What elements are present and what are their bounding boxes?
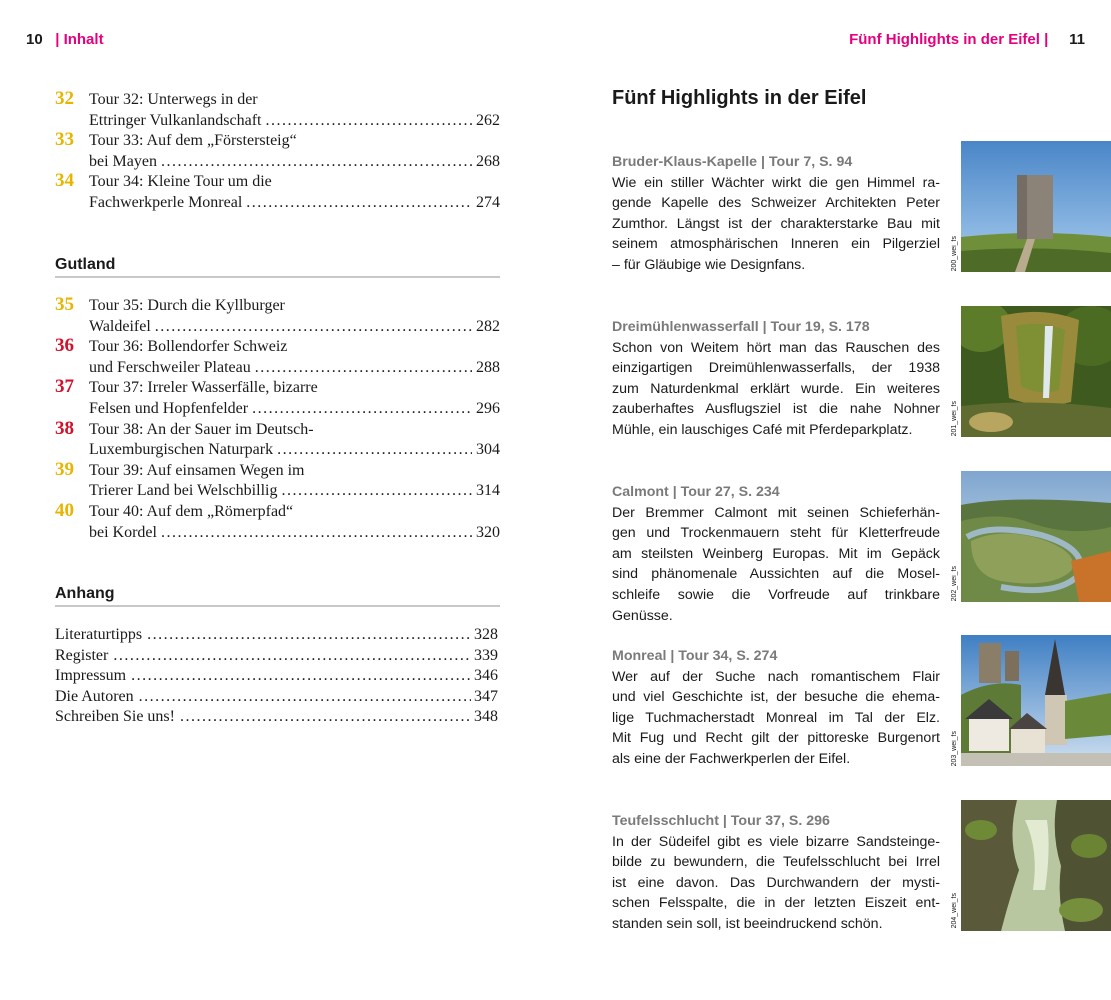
appendix-entry[interactable] xyxy=(55,625,498,646)
appendix-page-number: 346 xyxy=(474,667,498,685)
appendix-entry[interactable] xyxy=(55,707,498,728)
highlights-title: Fünf Highlights in der Eifel xyxy=(612,87,867,109)
highlight-heading: Teufelsschlucht | Tour 37, S. 296 xyxy=(612,813,830,829)
highlight-text-line: ist eine davon. Das Durchwandern der mysti- xyxy=(612,874,940,891)
highlight-dreimuehlenwasserfall xyxy=(612,317,940,441)
photo-dreimuehlenwasserfall xyxy=(961,306,1111,437)
tour-number: 40 xyxy=(55,499,74,521)
toc-entry-line1: Tour 36: Bollendorfer Schweiz xyxy=(89,338,288,356)
leader-dots xyxy=(277,440,472,461)
toc-entry-line2: Ettringer Vulkanlandschaft xyxy=(89,111,262,129)
highlight-text-line: Zumthor. Längst ist der charakterstarke Bau mit xyxy=(612,215,940,232)
tour-number: 35 xyxy=(55,294,74,315)
tour-number: 33 xyxy=(55,129,74,151)
appendix-label: Schreiben Sie uns! xyxy=(55,708,175,726)
highlight-bruder-klaus xyxy=(612,152,940,276)
leader-dots xyxy=(161,152,472,173)
highlight-text-line: sind phänomenale Aussichten auf die Mosel- xyxy=(612,566,940,583)
appendix-entry[interactable] xyxy=(55,687,498,708)
toc-entry-line2: und Ferschweiler Plateau xyxy=(89,358,251,376)
toc-entry-line1: Tour 40: Auf dem „Römerpfad“ xyxy=(89,502,294,520)
leader-dots xyxy=(255,358,472,379)
toc-page-number: 268 xyxy=(476,152,500,170)
left-section-label: | Inhalt xyxy=(55,31,104,48)
toc-top-list xyxy=(55,90,500,214)
highlight-text-line: Wer auf der Suche nach romantischem Flair xyxy=(612,668,940,685)
highlight-text-line: gende Kapelle des Schweizer Architekten Peter xyxy=(612,195,940,212)
toc-entry[interactable] xyxy=(55,458,500,502)
toc-entry[interactable] xyxy=(55,417,500,461)
toc-entry-line2: bei Kordel xyxy=(89,523,157,541)
highlight-text-line: einzigartigen Dreimühlenwasserfalls, der 1938 xyxy=(612,360,940,377)
highlight-text-line: seinem atmosphärischen Inneren ein Pilgerziel xyxy=(612,236,940,253)
leader-dots xyxy=(113,646,471,667)
highlight-text-line: standen sein soll, ist beeindruckend schön. xyxy=(612,915,883,932)
highlight-monreal xyxy=(612,646,940,770)
photo-teufelsschlucht xyxy=(961,800,1111,931)
toc-entry[interactable] xyxy=(55,378,500,419)
highlight-text-line: lige Tuchmacherstadt Monreal im Tal der Elz. xyxy=(612,709,940,726)
toc-entry[interactable] xyxy=(55,90,500,131)
toc-entry[interactable] xyxy=(55,296,500,337)
highlight-text-line: schen Felsspalte, die in der letzten Eiszeit ent- xyxy=(612,895,940,912)
toc-entry-line2: Fachwerkperle Monreal xyxy=(89,193,243,211)
toc-page-number: 320 xyxy=(476,523,500,541)
toc-entry-line1: Tour 33: Auf dem „Förstersteig“ xyxy=(89,132,297,150)
highlight-text-line: als eine der Fachwerkperlen der Eifel. xyxy=(612,750,851,767)
toc-entry-line2: Luxemburgischen Naturpark xyxy=(89,441,274,459)
highlight-heading: Monreal | Tour 34, S. 274 xyxy=(612,648,778,664)
highlight-text-line: Schon von Weitem hört man das Rauschen des xyxy=(612,339,940,356)
leader-dots xyxy=(155,317,472,338)
toc-entry-line1: Tour 39: Auf einsamen Wegen im xyxy=(89,461,305,479)
highlight-heading: Bruder-Klaus-Kapelle | Tour 7, S. 94 xyxy=(612,154,853,170)
tour-number: 34 xyxy=(55,170,74,192)
toc-entry-line1: Tour 37: Irreler Wasserfälle, bizarre xyxy=(89,379,318,397)
leader-dots xyxy=(147,625,471,646)
toc-entry[interactable] xyxy=(55,172,500,213)
photo-credit: 202_wei_fs xyxy=(951,566,958,602)
appendix-label: Literaturtipps xyxy=(55,626,143,643)
toc-entry-line1: Tour 35: Durch die Kyllburger xyxy=(89,297,285,314)
photo-credit: 203_wei_fs xyxy=(951,731,958,767)
photo-calmont xyxy=(961,471,1111,602)
toc-page-number: 262 xyxy=(476,111,500,129)
appendix-page-number: 328 xyxy=(474,626,498,643)
running-head-right xyxy=(849,31,1085,48)
toc-page-number: 288 xyxy=(476,358,500,376)
photo-credit: 204_wei_fs xyxy=(951,893,958,929)
appendix-page-number: 348 xyxy=(474,708,498,726)
highlight-heading: Dreimühlenwasserfall | Tour 19, S. 178 xyxy=(612,319,870,335)
highlight-calmont xyxy=(612,482,940,626)
highlight-text-line: am steilsten Weinberg Europas. Mit im Gepäck xyxy=(612,545,940,562)
leader-dots xyxy=(265,111,472,132)
toc-gutland-list xyxy=(55,296,500,543)
highlight-text-line: zauberhaftes Ausflugsziel ist die nahe Nohner xyxy=(612,401,940,418)
section-title-anhang: Anhang xyxy=(55,585,500,607)
highlight-text-line: Genüsse. xyxy=(612,607,673,624)
appendix-page-number: 339 xyxy=(474,646,498,664)
right-page-number: 11 xyxy=(1069,31,1085,48)
toc-entry-line2: bei Mayen xyxy=(89,152,157,170)
right-section-label: Fünf Highlights in der Eifel | xyxy=(849,31,1049,48)
toc-anhang-list xyxy=(55,625,498,728)
toc-entry-line1: Tour 38: An der Sauer im Deutsch- xyxy=(89,420,314,438)
toc-page-number: 304 xyxy=(476,441,500,459)
leader-dots xyxy=(281,481,472,502)
photo-monreal xyxy=(961,635,1111,766)
tour-number: 37 xyxy=(55,376,74,398)
appendix-label: Register xyxy=(55,646,109,664)
toc-entry-line2: Felsen und Hopfenfelder xyxy=(89,399,249,417)
toc-entry-line1: Tour 34: Kleine Tour um die xyxy=(89,173,272,191)
highlight-teufelsschlucht xyxy=(612,811,940,935)
photo-credit: 200_wei_fs xyxy=(951,236,958,272)
leader-dots xyxy=(139,687,471,708)
appendix-label: Impressum xyxy=(55,667,127,685)
running-head-left xyxy=(26,31,104,48)
tour-number: 32 xyxy=(55,88,74,109)
leader-dots xyxy=(252,399,472,420)
highlight-text-line: schleife sowie die Vorfreude auf trinkbare xyxy=(612,586,940,603)
photo-bruder-klaus-kapelle xyxy=(961,141,1111,272)
highlight-text-line: – für Gläubige wie Designfans. xyxy=(612,256,806,273)
highlight-heading: Calmont | Tour 27, S. 234 xyxy=(612,484,780,500)
tour-number: 36 xyxy=(55,335,74,357)
toc-page-number: 274 xyxy=(476,193,500,211)
appendix-label: Die Autoren xyxy=(55,687,134,705)
highlight-text-line: Der Bremmer Calmont mit seinen Schieferhän- xyxy=(612,504,940,521)
appendix-page-number: 347 xyxy=(474,687,498,705)
toc-page-number: 282 xyxy=(476,317,500,335)
leader-dots xyxy=(180,707,471,728)
appendix-entry[interactable] xyxy=(55,646,498,667)
highlight-text-line: gen und Trockenmauern steht für Kletterfreude xyxy=(612,525,940,542)
tour-number: 38 xyxy=(55,417,74,439)
highlight-text-line: Mühle, ein lauschiges Café mit Pferdeparkplatz. xyxy=(612,421,913,438)
highlight-text-line: und viel Geschichte ist, der besuche die ehema- xyxy=(612,689,940,706)
leader-dots xyxy=(161,523,472,544)
toc-entry-line2: Waldeifel xyxy=(89,317,151,335)
highlight-text-line: zum Naturdenkmal erklärt wurde. Ein weiteres xyxy=(612,380,940,397)
appendix-entry[interactable] xyxy=(55,666,498,687)
left-page-number: 10 xyxy=(26,31,43,48)
toc-entry-line1: Tour 32: Unterwegs in der xyxy=(89,91,258,108)
toc-entry[interactable] xyxy=(55,499,500,543)
tour-number: 39 xyxy=(55,458,74,480)
leader-dots xyxy=(246,193,472,214)
highlight-text-line: bilde zu bewundern, die Teufelsschlucht bei Irrel xyxy=(612,854,940,871)
toc-entry[interactable] xyxy=(55,337,500,378)
leader-dots xyxy=(131,666,471,687)
photo-credit: 201_wei_fs xyxy=(951,401,958,437)
toc-page-number: 296 xyxy=(476,399,500,417)
toc-entry-line2: Trierer Land bei Welschbillig xyxy=(89,482,278,500)
highlight-text-line: Wie ein stiller Wächter wirkt die gen Himmel ra- xyxy=(612,174,940,191)
toc-entry[interactable] xyxy=(55,131,500,172)
toc-page-number: 314 xyxy=(476,482,500,500)
highlight-text-line: In der Südeifel gibt es viele bizarre Sandsteinge- xyxy=(612,833,940,850)
section-title-gutland: Gutland xyxy=(55,256,500,278)
highlight-text-line: Mit Fug und Recht gilt der pittoreske Burgenort xyxy=(612,730,940,747)
